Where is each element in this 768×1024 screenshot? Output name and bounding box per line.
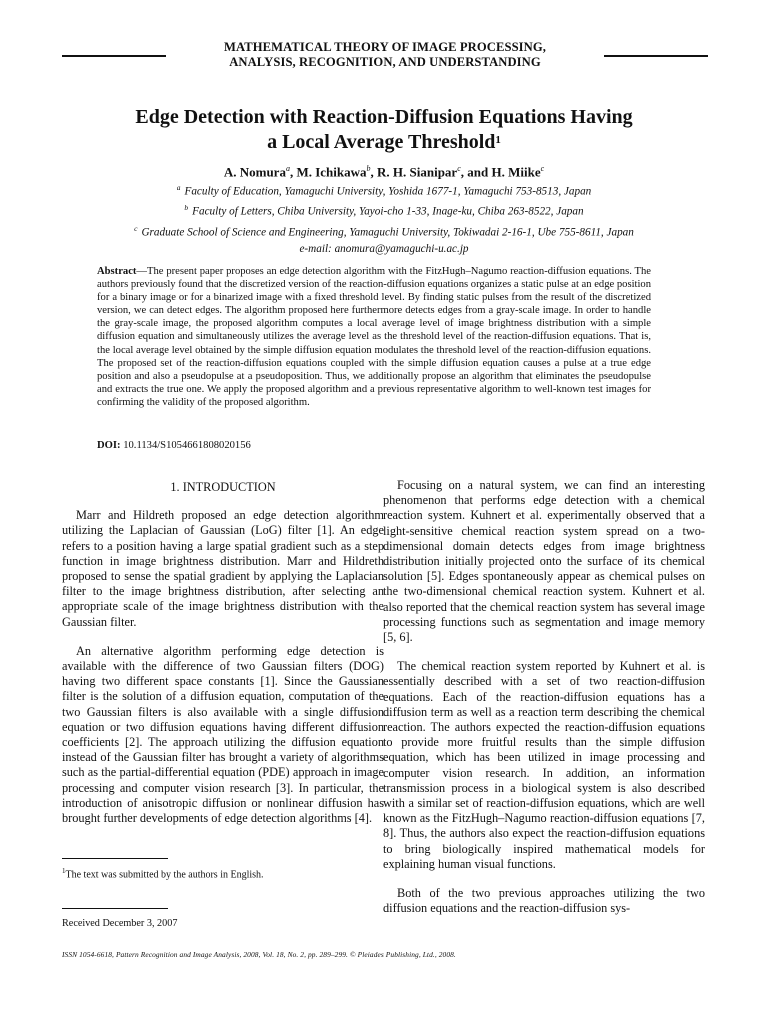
right-column	[383, 478, 705, 930]
author-name: A. Nomura	[223, 164, 286, 180]
abstract-text: —The present paper proposes an edge detection algorithm with the FitzHugh–Nagumo reaction-diffusion equations. The authors previously found that the discretized version of the reaction-diffusion equations organizes a static pulse at an edge position for a binary image or for a binarized image with a fixed threshold level. By finding static pulses from the result of the discretized version, we can detect edges. The algorithm proposed here furthermore detects edges from a gray-scale image. In order to handle the gray-scale image, the proposed algorithm computes a local average level of image brightness distribution with a simple diffusion equation and simultaneously utilizes the average level as the threshold level of the reaction-diffusion equations. That is, the local average level obtained by the simple diffusion equation modulates the threshold level of the reaction-diffusion equations. The proposed set of the reaction-diffusion equations coupled with the simple diffusion equation causes a pulse at a true edge position and also a pseudopulse at a pseudoposition. Thus, we additionally propose an algorithm that eliminates the pseudopulse and extracts the true one. We apply the proposed algorithm and a previous representative algorithm to well-known test images for confirming the validity of the proposed algorithm.	[97, 266, 651, 408]
affiliation-mark: c	[134, 223, 138, 233]
header-rule-right	[604, 55, 708, 57]
doi-line	[97, 439, 251, 452]
header-rule-left	[62, 55, 166, 57]
footnote-text: The text was submitted by the authors in English.	[65, 869, 264, 881]
section-heading: 1. INTRODUCTION	[170, 480, 276, 494]
affiliation-text: Faculty of Letters, Chiba University, Yayoi-cho 1-33, Inage-ku, Chiba 263-8522, Japan	[192, 206, 584, 219]
affiliation	[60, 180, 708, 200]
paper-title	[60, 105, 708, 155]
affiliation-text: Graduate School of Science and Engineering, Yamaguchi University, Tokiwadai 2-16-1, Ube 755-8611, Japan	[141, 226, 634, 239]
title-footnote-mark: 1	[495, 134, 501, 146]
affiliation	[60, 200, 708, 220]
affiliation-mark: b	[184, 203, 189, 213]
author-list	[60, 161, 708, 180]
body-paragraph: Marr and Hildreth proposed an edge detection algorithm utilizing the Laplacian of Gaussian (LoG) filter [1]. An edge refers to a position having a large spatial gradient such as a step function in image brightness distribution. Marr and Hildreth proposed to sense the spatial gradient by applying the Laplacian filter to the image brightness distribution, after selecting an appropriate scale of the image brightness distribution with the Gaussian filter.	[62, 508, 384, 629]
affiliation	[60, 221, 708, 241]
contact-email: e-mail: anomura@yamaguchi-u.ac.jp	[299, 242, 469, 255]
journal-header-line2: ANALYSIS, RECOGNITION, AND UNDERSTANDING	[229, 55, 541, 69]
body-paragraph: Both of the two previous approaches utilizing the two diffusion equations and the reaction-diffusion sys-	[383, 886, 705, 916]
doi-value: 10.1134/S1054661808020156	[123, 440, 251, 451]
author-affiliation-mark: a	[285, 164, 290, 173]
author-affiliation-mark: b	[366, 164, 371, 173]
footnote	[62, 865, 264, 881]
author-affiliation-mark: c	[457, 164, 461, 173]
body-paragraph: The chemical reaction system reported by Kuhnert et al. is essentially described with a set of two reaction-diffusion equations. Each of the reaction-diffusion equations has a diffusion term as well as a reaction term describing the chemical reaction. The authors expected the reaction-diffusion equations to provide more fruitful results than the simple diffusion equation, which has been utilized in image processing and computer vision research. In addition, an information transmission process in a biological system is also described with a similar set of reaction-diffusion equations, which are well known as the FitzHugh–Nagumo reaction-diffusion equations [7, 8]. Thus, the authors also expect the reaction-diffusion equations to bring biologically inspired mathematical models for explaining human visual functions.	[383, 659, 705, 871]
received-date: Received December 3, 2007	[62, 918, 178, 929]
title-line1: Edge Detection with Reaction-Diffusion Equations Having	[135, 106, 633, 128]
affiliation-mark: a	[176, 183, 181, 192]
abstract	[97, 265, 651, 409]
author-separator: ,	[289, 164, 297, 180]
issn-line: ISSN 1054-6618, Pattern Recognition and Image Analysis, 2008, Vol. 18, No. 2, pp. 289–299. © Pleiades Publishing, Ltd., 2008.	[62, 950, 456, 959]
doi-label: DOI:	[97, 440, 121, 451]
author-separator: ,	[370, 164, 378, 180]
body-paragraph: An alternative algorithm performing edge detection is available with the difference of two Gaussian filters (DOG) having two different space constants [1]. Since the Gaussian filter is the solution of a diffusion equation, computation of the two Gaussian filters is also available with a single diffusion equation or two diffusion equations having different diffusion coefficients [2]. The approach utilizing the diffusion equation instead of the Gaussian filter has brought a variety of algorithms such as the partial-differential equation (PDE) approach in image processing and computer vision research [3]. In particular, the introduction of anisotropic diffusion or nonlinear diffusion has brought further developments of edge detection algorithms [4].	[62, 643, 384, 826]
body-paragraph: Focusing on a natural system, we can find an interesting phenomenon that performs edge detection with a chemical reaction system. Kuhnert et al. experimentally observed that a light-sensitive chemical reaction system spread on a two-dimensional domain detects edges from image brightness distribution initially projected onto the surface of its chemical solution [5]. Edges spontaneously appear as chemical pulses on the two-dimensional chemical reaction system. Kuhnert et al. also reported that the chemical reaction system has several image processing functions such as segmentation and image memory [5, 6].	[383, 478, 705, 645]
journal-header-line1: MATHEMATICAL THEORY OF IMAGE PROCESSING,	[223, 40, 547, 54]
title-line2	[60, 130, 708, 155]
author-separator: , and	[460, 164, 492, 180]
journal-section-title	[172, 40, 598, 70]
received-divider	[62, 908, 168, 909]
affiliations	[60, 180, 708, 258]
author-affiliation-mark: c	[540, 164, 545, 173]
left-column	[62, 478, 384, 840]
author-name: M. Ichikawa	[296, 164, 367, 180]
footnote-divider	[62, 858, 168, 859]
journal-header	[62, 40, 708, 72]
affiliation-text: Faculty of Education, Yamaguchi University, Yoshida 1677-1, Yamaguchi 753-8513, Japan	[184, 185, 592, 198]
footnote-mark: 1	[62, 867, 66, 875]
author-name: H. Miike	[491, 164, 541, 180]
abstract-label: Abstract	[97, 266, 137, 277]
title-line2-text: a Local Average Threshold	[267, 131, 496, 153]
author-name: R. H. Sianipar	[377, 164, 458, 180]
